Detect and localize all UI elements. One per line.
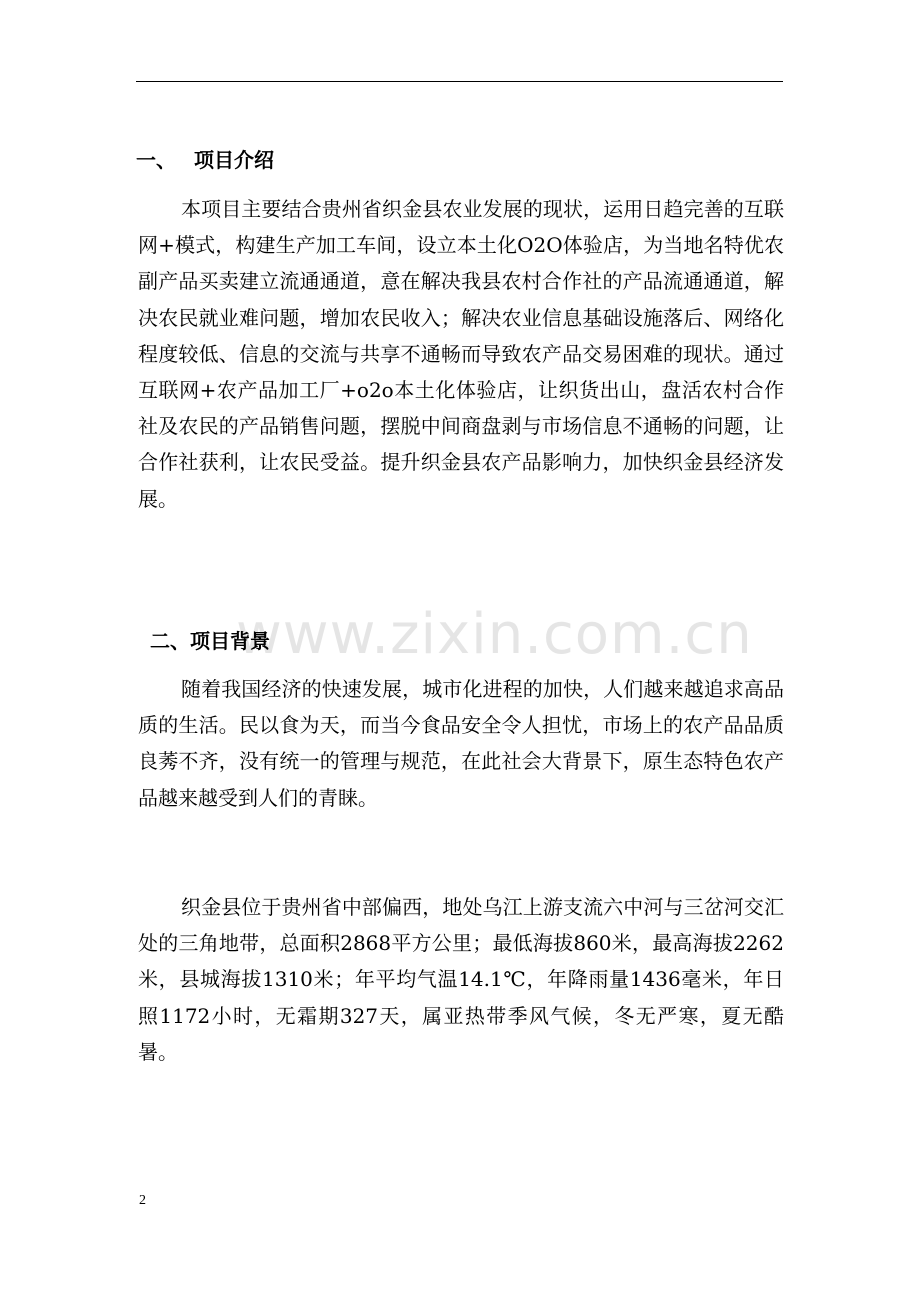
header-rule	[136, 81, 783, 82]
section-heading-intro	[136, 146, 274, 174]
section-number: 一、	[136, 148, 176, 172]
section-title: 项目介绍	[194, 148, 274, 172]
intro-paragraph: 本项目主要结合贵州省织金县农业发展的现状，运用日趋完善的互联网+模式，构建生产加工车间，设立本土化O2O体验店，为当地名特优农副产品买卖建立流通通道，意在解决我县农村合作社的产品流通通道，解决农民就业难问题，增加农民收入；解决农业信息基础设施落后、网络化程度较低、信息的交流与共享不通畅而导致农产品交易困难的现状。通过互联网+农产品加工厂+o2o本土化体验店，让织货出山，盘活农村合作社及农民的产品销售问题，摆脱中间商盘剥与市场信息不通畅的问题，让合作社获利，让农民受益。提升织金县农产品影响力，加快织金县经济发展。	[138, 197, 784, 511]
page-number: 2	[139, 1193, 146, 1208]
watermark-text: www.zixin.com.cn	[236, 602, 753, 667]
geography-paragraph: 织金县位于贵州省中部偏西，地处乌江上游支流六中河与三岔河交汇处的三角地带，总面积2868平方公里；最低海拔860米，最高海拔2262米，县城海拔1310米；年平均气温14.1℃，年降雨量1436毫米，年日照1172小时，无霜期327天，属亚热带季风气候，冬无严寒，夏无酷暑。	[138, 895, 784, 1064]
background-paragraph: 随着我国经济的快速发展，城市化进程的加快，人们越来越追求高品质的生活。民以食为天，而当今食品安全令人担忧，市场上的农产品品质良莠不齐，没有统一的管理与规范，在此社会大背景下，原生态特色农产品越来越受到人们的青睐。	[138, 677, 784, 810]
section-heading-background: 二、项目背景	[150, 629, 270, 653]
